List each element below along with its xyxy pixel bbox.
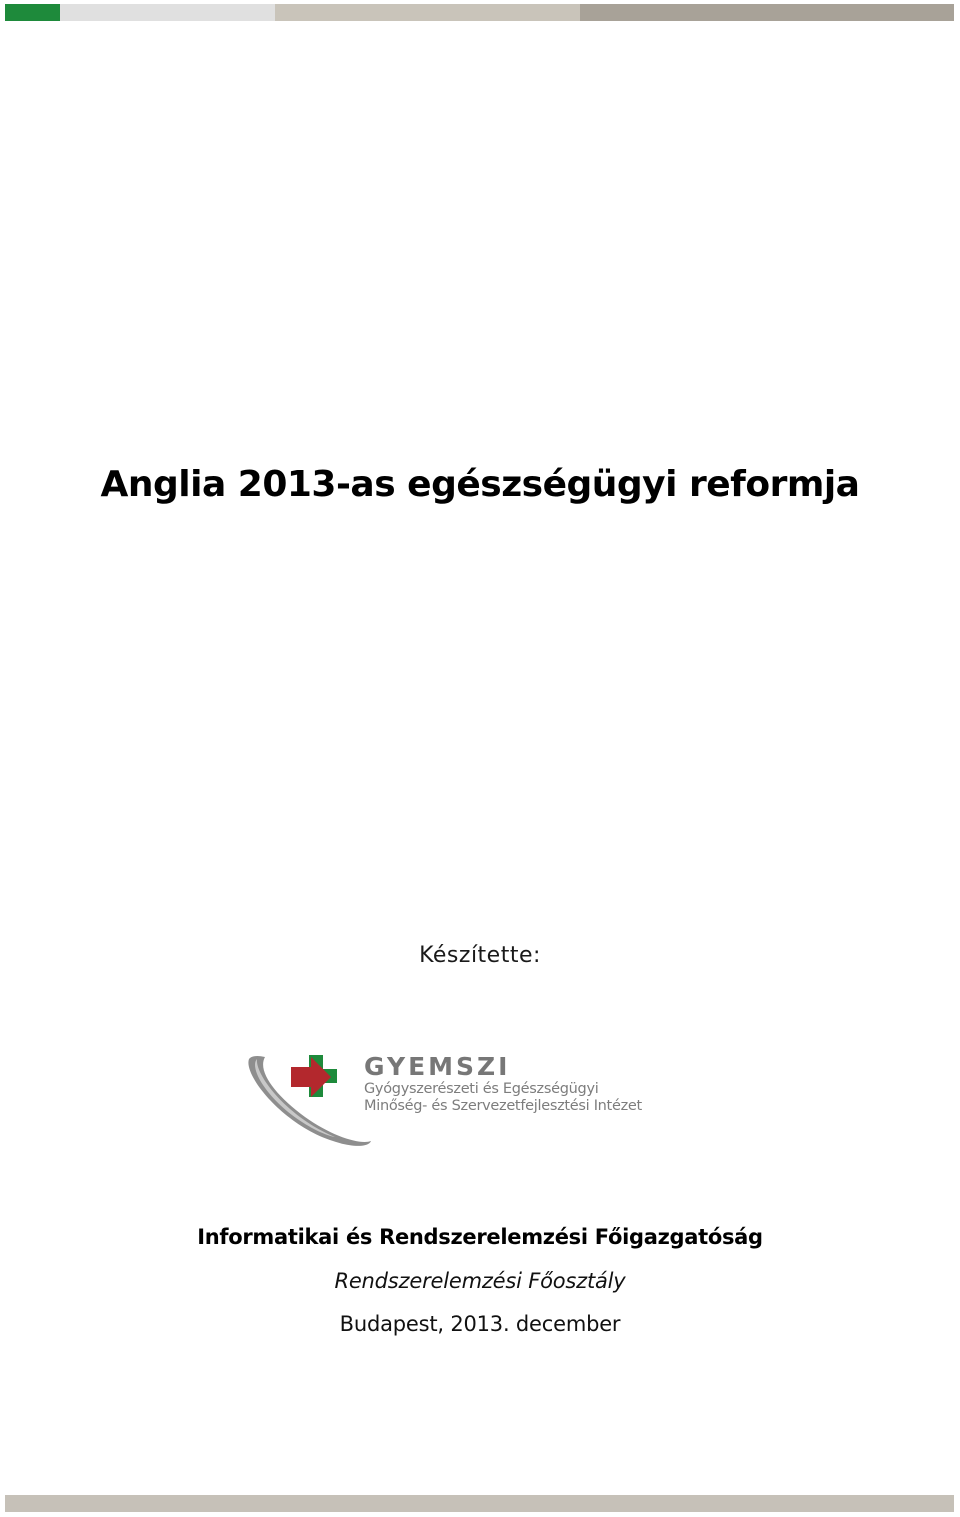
gyemszi-logo xyxy=(243,1045,713,1150)
cross-arrow-swoosh-icon xyxy=(243,1045,373,1150)
header-bar-beige xyxy=(275,4,580,21)
logo-line-2: Minőség- és Szervezetfejlesztési Intézet xyxy=(364,1098,642,1114)
header-bar-green xyxy=(5,4,60,21)
logo-acronym: GYEMSZI xyxy=(364,1052,511,1081)
document-title: Anglia 2013-as egészségügyi reformja xyxy=(100,464,860,505)
place-date: Budapest, 2013. december xyxy=(339,1312,621,1336)
header-bar-taupe xyxy=(580,4,954,21)
footer-color-bar xyxy=(5,1495,954,1512)
logo-red-arrow xyxy=(291,1057,331,1097)
logo-text xyxy=(364,1053,714,1115)
department-name: Rendszerelemzési Főosztály xyxy=(334,1269,626,1293)
logo-line-1: Gyógyszerészeti és Egészségügyi xyxy=(364,1081,599,1097)
header-color-bar xyxy=(5,4,954,21)
header-bar-light xyxy=(60,4,275,21)
prepared-by-label: Készítette: xyxy=(419,943,541,968)
organization-name: Informatikai és Rendszerelemzési Főigazgatóság xyxy=(197,1225,763,1249)
